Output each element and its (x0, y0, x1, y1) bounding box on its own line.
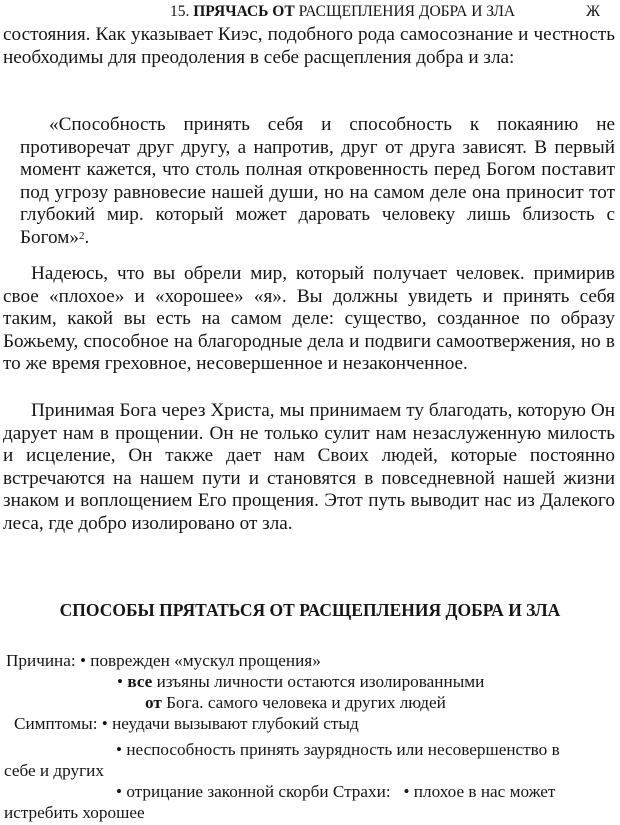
cause-line (6, 650, 321, 671)
intro-paragraph: состояния. Как указывает Киэс, подобного рода самосознание и честность необходимы для преодоления в себе расщепления добра и зла: (3, 24, 615, 68)
symptom-1: • неудачи вызывают глубокий стыд (101, 714, 359, 733)
symptom-2-line-1: • неспособность принять заурядность или несовершенство в (116, 740, 560, 759)
cause-item-2-line2-rest: Бога. самого человека и других людей (166, 693, 446, 712)
cause-label: Причина: (6, 651, 76, 670)
footnote-marker: 2 (78, 229, 85, 242)
quote-paragraph (20, 114, 615, 250)
cause-item-2-line2-bold: от (145, 693, 162, 712)
cause-item-2-rest: изъяны личности остаются изолированными (156, 672, 485, 691)
third-paragraph: Принимая Бога через Христа, мы принимаем ту благодать, которую Он дарует нам в прощении. Он не только сулит нам незаслуженную милость и исцеление, Он также дает нам Своих людей, которые постоянно встречаются на нашем пути и становятся в повседневной нашей жизни знаком и воплощением Его прощения. Этот путь выводит нас из Далекого леса, где добро изолировано от зла. (3, 400, 615, 534)
second-paragraph: Надеюсь, что вы обрели мир, который получает человек. примирив свое «плохое» и «хорошее» «я». Вы должны увидеть и принять себя таким, какой вы есть на самом деле: существо, созданное по образу Божьему, способное на благородные дела и подвиги самоотвержения, но в то же время греховное, несовершенное и незаконченное. (3, 263, 615, 375)
running-header (170, 2, 610, 22)
cause-item-2-bold: все (127, 672, 153, 691)
quote-end: . (84, 226, 90, 248)
cause-item-2 (117, 671, 484, 692)
symptom-3-line-2: истребить хорошее (4, 803, 145, 822)
symptoms-line (14, 713, 359, 734)
cause-item-1: • поврежден «мускул прощения» (79, 651, 321, 670)
chapter-title-rest: РАСЩЕПЛЕНИЯ ДОБРА И ЗЛА (298, 3, 516, 20)
symptom-2-line-2: себе и других (4, 761, 104, 780)
symptoms-label: Симптомы: (14, 714, 98, 733)
chapter-title-bold: ПРЯЧАСЬ ОТ (193, 3, 295, 20)
chapter-number: 15. (170, 3, 190, 20)
page-marker: Ж (586, 3, 600, 20)
cause-item-2-bullet: • (117, 672, 124, 691)
quote-text: «Способность принять себя и способность к покаянию не противоречат друг другу, а напротив, друг от друга зависят. В первый момент кажется, что столь полная откровенность перед Богом поставит под угрозу равновесие нашей души, но на самом деле она приносит тот глубокий мир. который может даровать человеку лишь близость с Богом» (20, 114, 615, 248)
symptom-3-line-1: • отрицание законной скорби Страхи: • плохое в нас может (116, 782, 556, 801)
cause-item-2-continuation (145, 692, 446, 713)
section-heading: СПОСОБЫ ПРЯТАТЬСЯ ОТ РАСЩЕПЛЕНИЯ ДОБРА И ЗЛА (59, 600, 561, 620)
